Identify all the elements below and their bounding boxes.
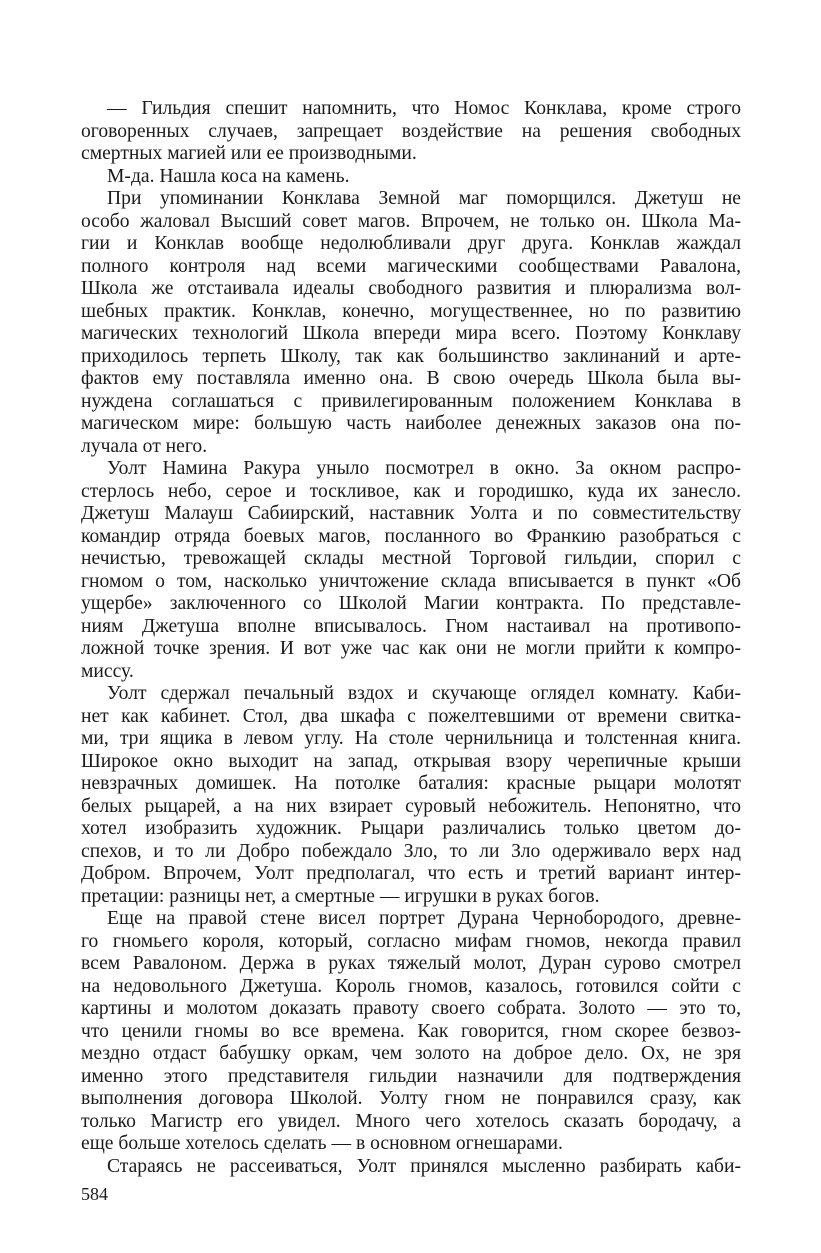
text-line: ниям Джетуша вполне вписывалось. Гном настаивал на противопо- bbox=[81, 615, 741, 637]
page-number: 584 bbox=[81, 1184, 108, 1204]
text-line: еще больше хотелось сделать — в основном огнешарами. bbox=[81, 1133, 563, 1154]
text-line: спехов, и то ли Добро побеждало Зло, то ли Зло одерживало верх над bbox=[81, 840, 741, 862]
text-line: магическом мире: большую часть наиболее денежных заказов она по- bbox=[81, 413, 741, 434]
text-line: именно этого представителя гильдии назначили для подтверждения bbox=[81, 1065, 741, 1087]
text-line: смертных магией или ее производными. bbox=[81, 143, 417, 164]
text-line: претации: разницы нет, а смертные — игрушки в руках богов. bbox=[81, 885, 600, 907]
text-line: нуждена соглашаться с привилегированным положением Конклава в bbox=[81, 390, 741, 412]
text-line: особо жаловал Высший совет магов. Впрочем, не только он. Школа Ма- bbox=[81, 210, 741, 232]
text-line: ложной точке зрения. И вот уже час как они не могли прийти к компро- bbox=[81, 638, 741, 659]
text-line: приходилось терпеть Школу, так как большинство заклинаний и арте- bbox=[81, 345, 741, 367]
text-line: стерлось небо, серое и тоскливое, как и городишко, куда их занесло. bbox=[81, 480, 741, 502]
text-line: гии и Конклав вообще недолюбливали друг друга. Конклав жаждал bbox=[81, 233, 741, 254]
text-line: Уолт сдержал печальный вздох и скучающе оглядел комнату. Каби- bbox=[107, 683, 741, 704]
text-line: При упоминании Конклава Земной маг поморщился. Джетуш не bbox=[107, 188, 741, 209]
text-line: невзрачных домишек. На потолке баталия: красные рыцари молотят bbox=[81, 773, 741, 794]
paragraph bbox=[81, 458, 741, 683]
text-line: хотел изобразить художник. Рыцари различались только цветом до- bbox=[81, 818, 741, 839]
text-line: оговоренных случаев, запрещает воздействие на решения свободных bbox=[81, 120, 741, 142]
text-line: всем Равалоном. Держа в руках тяжелый молот, Дуран сурово смотрел bbox=[81, 953, 741, 974]
text-line: Широкое окно выходит на запад, открывая взору черепичные крыши bbox=[81, 750, 741, 772]
text-line: нет как кабинет. Стол, два шкафа с пожелтевшими от времени свитка- bbox=[81, 705, 741, 727]
text-line: шебных практик. Конклав, конечно, могущественнее, но по развитию bbox=[81, 300, 741, 322]
text-line: картины и молотом доказать правоту своего собрата. Золото — это то, bbox=[81, 998, 741, 1019]
text-line: выполнения договора Школой. Уолту гном не понравился сразу, как bbox=[81, 1088, 741, 1109]
text-line: Школа же отстаивала идеалы свободного развития и плюрализма вол- bbox=[81, 278, 741, 299]
paragraph bbox=[81, 98, 741, 166]
text-line: Стараясь не рассеиваться, Уолт принялся мысленно разбирать каби- bbox=[107, 1155, 741, 1177]
paragraph bbox=[81, 1156, 741, 1179]
text-line: Уолт Намина Ракура уныло посмотрел в окно. За окном распро- bbox=[107, 458, 741, 479]
text-line: Джетуш Малауш Сабиирский, наставник Уолта и по совместительству bbox=[81, 503, 741, 524]
text-line: Еще на правой стене висел портрет Дурана Чернобородого, древне- bbox=[107, 908, 741, 929]
text-line: миссу. bbox=[81, 660, 134, 682]
text-line: нечистью, тревожащей склады местной Торговой гильдии, спорил с bbox=[81, 548, 741, 569]
text-line: го гномьего короля, который, согласно мифам гномов, некогда правил bbox=[81, 930, 741, 952]
text-line: фактов ему поставляла именно она. В свою очередь Школа была вы- bbox=[81, 368, 741, 389]
text-line: полного контроля над всеми магическими сообществами Равалона, bbox=[81, 255, 741, 277]
paragraph bbox=[81, 683, 741, 908]
text-line: гномом о том, насколько уничтожение склада вписывается в пункт «Об bbox=[81, 570, 741, 592]
text-line: — Гильдия спешит напомнить, что Номос Конклава, кроме строго bbox=[107, 98, 741, 119]
paragraph bbox=[81, 188, 741, 458]
text-line: ми, три ящика в левом углу. На столе чернильница и толстенная книга. bbox=[81, 728, 741, 749]
text-line: ущербе» заключенного со Школой Магии контракта. По представле- bbox=[81, 593, 741, 614]
text-line: лучала от него. bbox=[81, 435, 208, 457]
text-line: мездно отдаст бабушку оркам, чем золото на доброе дело. Ох, не зря bbox=[81, 1043, 741, 1064]
text-line: только Магистр его увидел. Много чего хотелось сказать бородачу, а bbox=[81, 1110, 741, 1132]
text-line: магических технологий Школа впереди мира всего. Поэтому Конклаву bbox=[81, 323, 741, 344]
text-line: на недовольного Джетуша. Король гномов, казалось, готовился сойти с bbox=[81, 975, 741, 997]
text-line: белых рыцарей, а на них взирает суровый небожитель. Непонятно, что bbox=[81, 795, 741, 817]
text-line: командир отряда боевых магов, посланного во Франкию разобраться с bbox=[81, 525, 741, 547]
page-body bbox=[81, 98, 741, 1178]
text-line: Добром. Впрочем, Уолт предполагал, что есть и третий вариант интер- bbox=[81, 863, 741, 884]
text-line: что ценили гномы во все времена. Как говорится, гном скорее безвоз- bbox=[81, 1020, 741, 1042]
paragraph bbox=[81, 166, 741, 189]
text-line: М-да. Нашла коса на камень. bbox=[107, 165, 350, 187]
paragraph bbox=[81, 908, 741, 1156]
